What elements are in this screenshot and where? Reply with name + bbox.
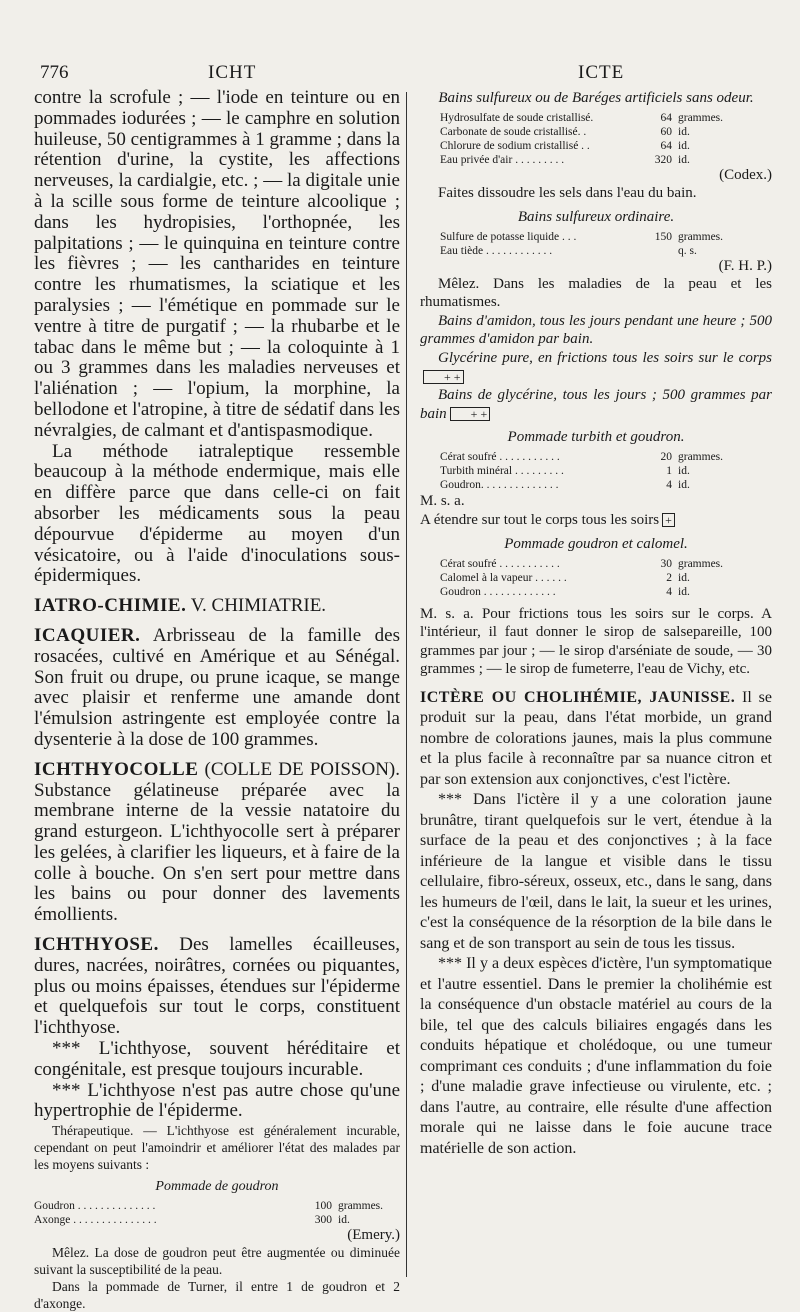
entry-keyword: ICAQUIER. [34, 624, 141, 646]
entry-keyword: IATRO-CHIMIE. [34, 595, 187, 617]
recipe-row [34, 1199, 400, 1213]
entry-keyword: ICTÈRE OU CHOLIHÉMIE, JAUNISSE. [420, 688, 736, 706]
recipe-qty: 64 [660, 112, 672, 124]
recipe-row [440, 478, 740, 492]
recipe-item: Cérat soufré . . . . . . . . . . . [440, 557, 560, 570]
recipe-row [440, 153, 740, 167]
right-running-head: ICTE [578, 62, 625, 83]
recipe-unit: id. [678, 571, 690, 584]
glycerine-text: Glycérine pure, en frictions tous les soirs sur le corps [438, 349, 772, 366]
recipe-table [440, 557, 740, 599]
recipe-row [440, 244, 740, 258]
recipe-title: Bains sulfureux ordinaire. [517, 208, 675, 225]
recipe-unit: id. [678, 140, 690, 152]
recipe-item: Calomel à la vapeur . . . . . . [440, 571, 567, 584]
recipe-qty: 300 [314, 1214, 332, 1227]
recipe-row [440, 571, 740, 585]
recipe-source: (Emery.) [347, 1227, 400, 1244]
etendre-note [420, 511, 772, 530]
recipe-unit: grammes. [678, 230, 724, 243]
paragraph-remedies: contre la scrofule ; — l'iode en teinture ou en pommades iodurées ; — le camphre en solution huileuse, 50 centigrammes à 1 gramme ; dans la rétention d'urine, la cystite, les affections nerveuses, la cardialgie, etc. ; — la digitale unie à la scille sous forme de teinture alcoolique ; dans les hydropisies, l'orthopnée, les palpitations ; — le quinquina en teinture contre les fièvres ; — les cantharides en teinture contre les rhumatismes, la sciatique et les paralysies ; — l'émétique en pommade sur le ventre à titre de purgatif ; — la rhubarbe et le tabac dans le même but ; — la coloquinte à 1 ou 3 grammes dans les maladies nerveuses et l'aliénation ; — l'opium, la morphine, la bellodone et l'atropine, à titre de sédatif dans les névralgies, de calmant et d'antispasmodique. [34, 87, 400, 441]
recipe-row [440, 557, 740, 571]
recipe-unit: grammes. [678, 112, 724, 124]
recipe-qty: 150 [654, 230, 672, 243]
glycerine-pure [420, 349, 772, 386]
recipe-row [440, 230, 740, 244]
recipe-title: Bains sulfureux ou de Baréges artificiels sans odeur. [438, 90, 754, 106]
recipe-instruction: Faites dissoudre les sels dans l'eau du bain. [438, 185, 697, 201]
note-hypertrophy: *** L'ichthyose n'est pas autre chose qu'une hypertrophie de l'épiderme. [34, 1079, 400, 1122]
entry-text: Des lamelles écailleuses, dures, nacrées, noirâtres, cornées ou piquantes, plus ou moins épaisses, étendues sur l'épiderme et quelquefois sur tout le corps, constituent l'ichthyose. [34, 934, 400, 1039]
recipe-row [440, 450, 740, 464]
recipe-qty: 64 [660, 140, 672, 152]
recipe-item: Chlorure de sodium cristallisé . . [440, 140, 590, 152]
page-number: 776 [40, 62, 69, 83]
recipe-table [440, 111, 740, 167]
paragraph-iatraleptique: La méthode iatraleptique ressemble beaucoup à la méthode endermique, mais elle en diffère parce que dans celle-ci on fait absorber les médicaments sous la peau dépourvue d'épiderme au moyen d'un vésicatoire, ou à l'aide d'inoculations sous-épidermiques. [34, 440, 400, 587]
recipe-item: Cérat soufré . . . . . . . . . . . [440, 451, 560, 464]
entry-ichthyose [34, 935, 400, 1039]
bains-amidon: Bains d'amidon, tous les jours pendant une heure ; 500 grammes d'amidon par bain. [420, 312, 772, 348]
entry-text: Arbrisseau de la famille des rosacées, cultivé en Amérique et au Sénégal. Son fruit ou drupe, ou prune icaque, se mange avec plaisir et renferme une amande dont l'émulsion astringente est employée contre la dysenterie à la dose de 100 grammes. [34, 624, 400, 750]
recipe-row [440, 585, 740, 599]
recipe-item: Hydrosulfate de soude cristallisé. [440, 112, 594, 124]
recipe-item: Carbonate de soude cristallisé. . [440, 126, 587, 138]
recipe-qty: 100 [314, 1200, 332, 1213]
cross-symbol-icon: + + [450, 407, 491, 421]
recipe-qty: 320 [654, 154, 672, 166]
left-column [34, 88, 400, 1312]
note-coloration: *** Dans l'ictère il y a une coloration jaune brunâtre, tirant quelquefois sur le vert, étendue à la surface de la peau et des conjonctives ; à la face inférieure de la langue et visible dans le tissu cellulaire, fibro-séreux, osseux, etc., dans le sang, dans les humeurs de l'œil, dans le lait, la sueur et les urines, c'est la conséquence de la résorption de la bile dans le sang et de son transport au sein de tous les tissus. [420, 791, 772, 952]
recipe-item: Goudron. . . . . . . . . . . . . . [440, 479, 559, 492]
recipe-unit: id. [678, 154, 690, 166]
left-running-head: ICHT [208, 62, 257, 83]
entry-icaquier [34, 626, 400, 751]
recipe-unit: id. [678, 479, 690, 492]
entry-ictere [420, 688, 772, 791]
recipe-unit: id. [338, 1214, 350, 1227]
note-dose: Mêlez. La dose de goudron peut être augmentée ou diminuée suivant la susceptibilité de la peau. [34, 1245, 400, 1278]
entry-iatro-chimie [34, 596, 400, 617]
entry-text: (COLLE DE POISSON). Substance gélatineuse préparée avec la membrane interne de la vessie natatoire du grand esturgeon. L'ichthyocolle sert à préparer les gelées, à clarifier les liqueurs, et à faire de la colle à bouche. On s'en sert pour mettre dans les bains ou pour donner des lavements émollients. [34, 758, 400, 926]
recipe-row [34, 1213, 400, 1227]
recipe-item: Eau tiède . . . . . . . . . . . . [440, 244, 553, 257]
msa-note: M. s. a. [420, 493, 465, 510]
note-two-species: *** Il y a deux espèces d'ictère, l'un symptomatique et l'autre essentiel. Dans le premier la cholihémie est la conséquence d'un obstacle matériel au cours de la bile, tel que des calculs biliaires engagés dans les conduits hépatique et cholédoque, ou une tumeur comprimant ces conduits ; d'une inflammation du foie ; d'une maladie grave infectieuse ou virulente, etc. ; dans l'autre, au contraire, elle résulte d'une affection morale qui ne laisse dans le foie aucune trace matérielle de son action. [420, 955, 772, 1157]
recipe-row [440, 139, 740, 153]
recipe-item: Goudron . . . . . . . . . . . . . [440, 585, 556, 598]
recipe-item: Axonge . . . . . . . . . . . . . . . [34, 1214, 157, 1227]
right-column [420, 88, 772, 1159]
recipe-source: (F. H. P.) [718, 257, 772, 274]
recipe-row [440, 111, 740, 125]
recipe-row [440, 125, 740, 139]
recipe-title: Pommade de goudron [155, 1179, 279, 1195]
entry-keyword: ICHTHYOCOLLE [34, 758, 199, 780]
recipe-item: Goudron . . . . . . . . . . . . . . [34, 1200, 156, 1213]
recipe-row [440, 464, 740, 478]
recipe-item: Sulfure de potasse liquide . . . [440, 230, 577, 243]
recipe-table [34, 1199, 400, 1227]
recipe-unit: id. [678, 126, 690, 138]
entry-text: Il se produit sur la peau, dans l'état morbide, un grand nombre de colorations jaunes, mais la plus commune et la plus facile à reconnaître par sa nuance citron et par son extension aux conjonctives, c'est l'ictère. [420, 688, 772, 788]
therapeutique-text: Thérapeutique. — L'ichthyose est généralement incurable, cependant on peut l'amoindrir et améliorer l'état des malades par les moyens suivants : [34, 1123, 400, 1173]
running-header [0, 58, 800, 88]
recipe-item: Eau privée d'air . . . . . . . . . [440, 154, 565, 166]
entry-keyword: ICHTHYOSE. [34, 934, 159, 956]
recipe-unit: grammes. [678, 451, 724, 464]
recipe-table [440, 450, 740, 492]
recipe-item: Turbith minéral . . . . . . . . . [440, 465, 564, 478]
recipe-unit: grammes. [338, 1200, 384, 1213]
recipe-instruction: Mêlez. Dans les maladies de la peau et les rhumatismes. [420, 275, 772, 311]
recipe-source: (Codex.) [719, 167, 772, 183]
recipe-unit: q. s. [678, 244, 697, 257]
msa-frictions: M. s. a. Pour frictions tous les soirs sur le corps. A l'intérieur, il faut donner le sirop de salsepareille, 100 grammes par jour ; — le sirop d'arséniate de soude, — 30 grammes ; — le sirop de fumeterre, l'eau de Vichy, etc. [420, 605, 772, 678]
recipe-unit: grammes. [678, 557, 724, 570]
recipe-qty: 2 [666, 571, 672, 584]
recipe-title: Pommade turbith et goudron. [507, 429, 685, 446]
note-turner: Dans la pommade de Turner, il entre 1 de goudron et 2 d'axonge. [34, 1279, 400, 1312]
recipe-qty: 4 [666, 585, 672, 598]
recipe-qty: 30 [660, 557, 672, 570]
bains-glycerine-text: Bains de glycérine, tous les jours ; 500 grammes par bain [420, 387, 772, 422]
bains-glycerine [420, 386, 772, 423]
note-heredity: *** L'ichthyose, souvent héréditaire et congénitale, est presque toujours incurable. [34, 1038, 400, 1080]
recipe-qty: 60 [660, 126, 672, 138]
recipe-table [440, 230, 740, 258]
cross-symbol-icon: + [662, 513, 675, 527]
recipe-qty: 4 [666, 479, 672, 492]
column-divider [406, 92, 407, 1277]
etendre-text: A étendre sur tout le corps tous les soirs [420, 511, 660, 528]
entry-ichthyocolle [34, 760, 400, 926]
recipe-qty: 20 [660, 451, 672, 464]
cross-symbol-icon: + + [423, 370, 464, 384]
recipe-qty: 1 [666, 465, 672, 478]
recipe-unit: id. [678, 585, 690, 598]
recipe-title: Pommade goudron et calomel. [504, 535, 688, 552]
recipe-qty [628, 244, 678, 258]
entry-text: V. CHIMIATRIE. [186, 595, 327, 617]
recipe-unit: id. [678, 465, 690, 478]
